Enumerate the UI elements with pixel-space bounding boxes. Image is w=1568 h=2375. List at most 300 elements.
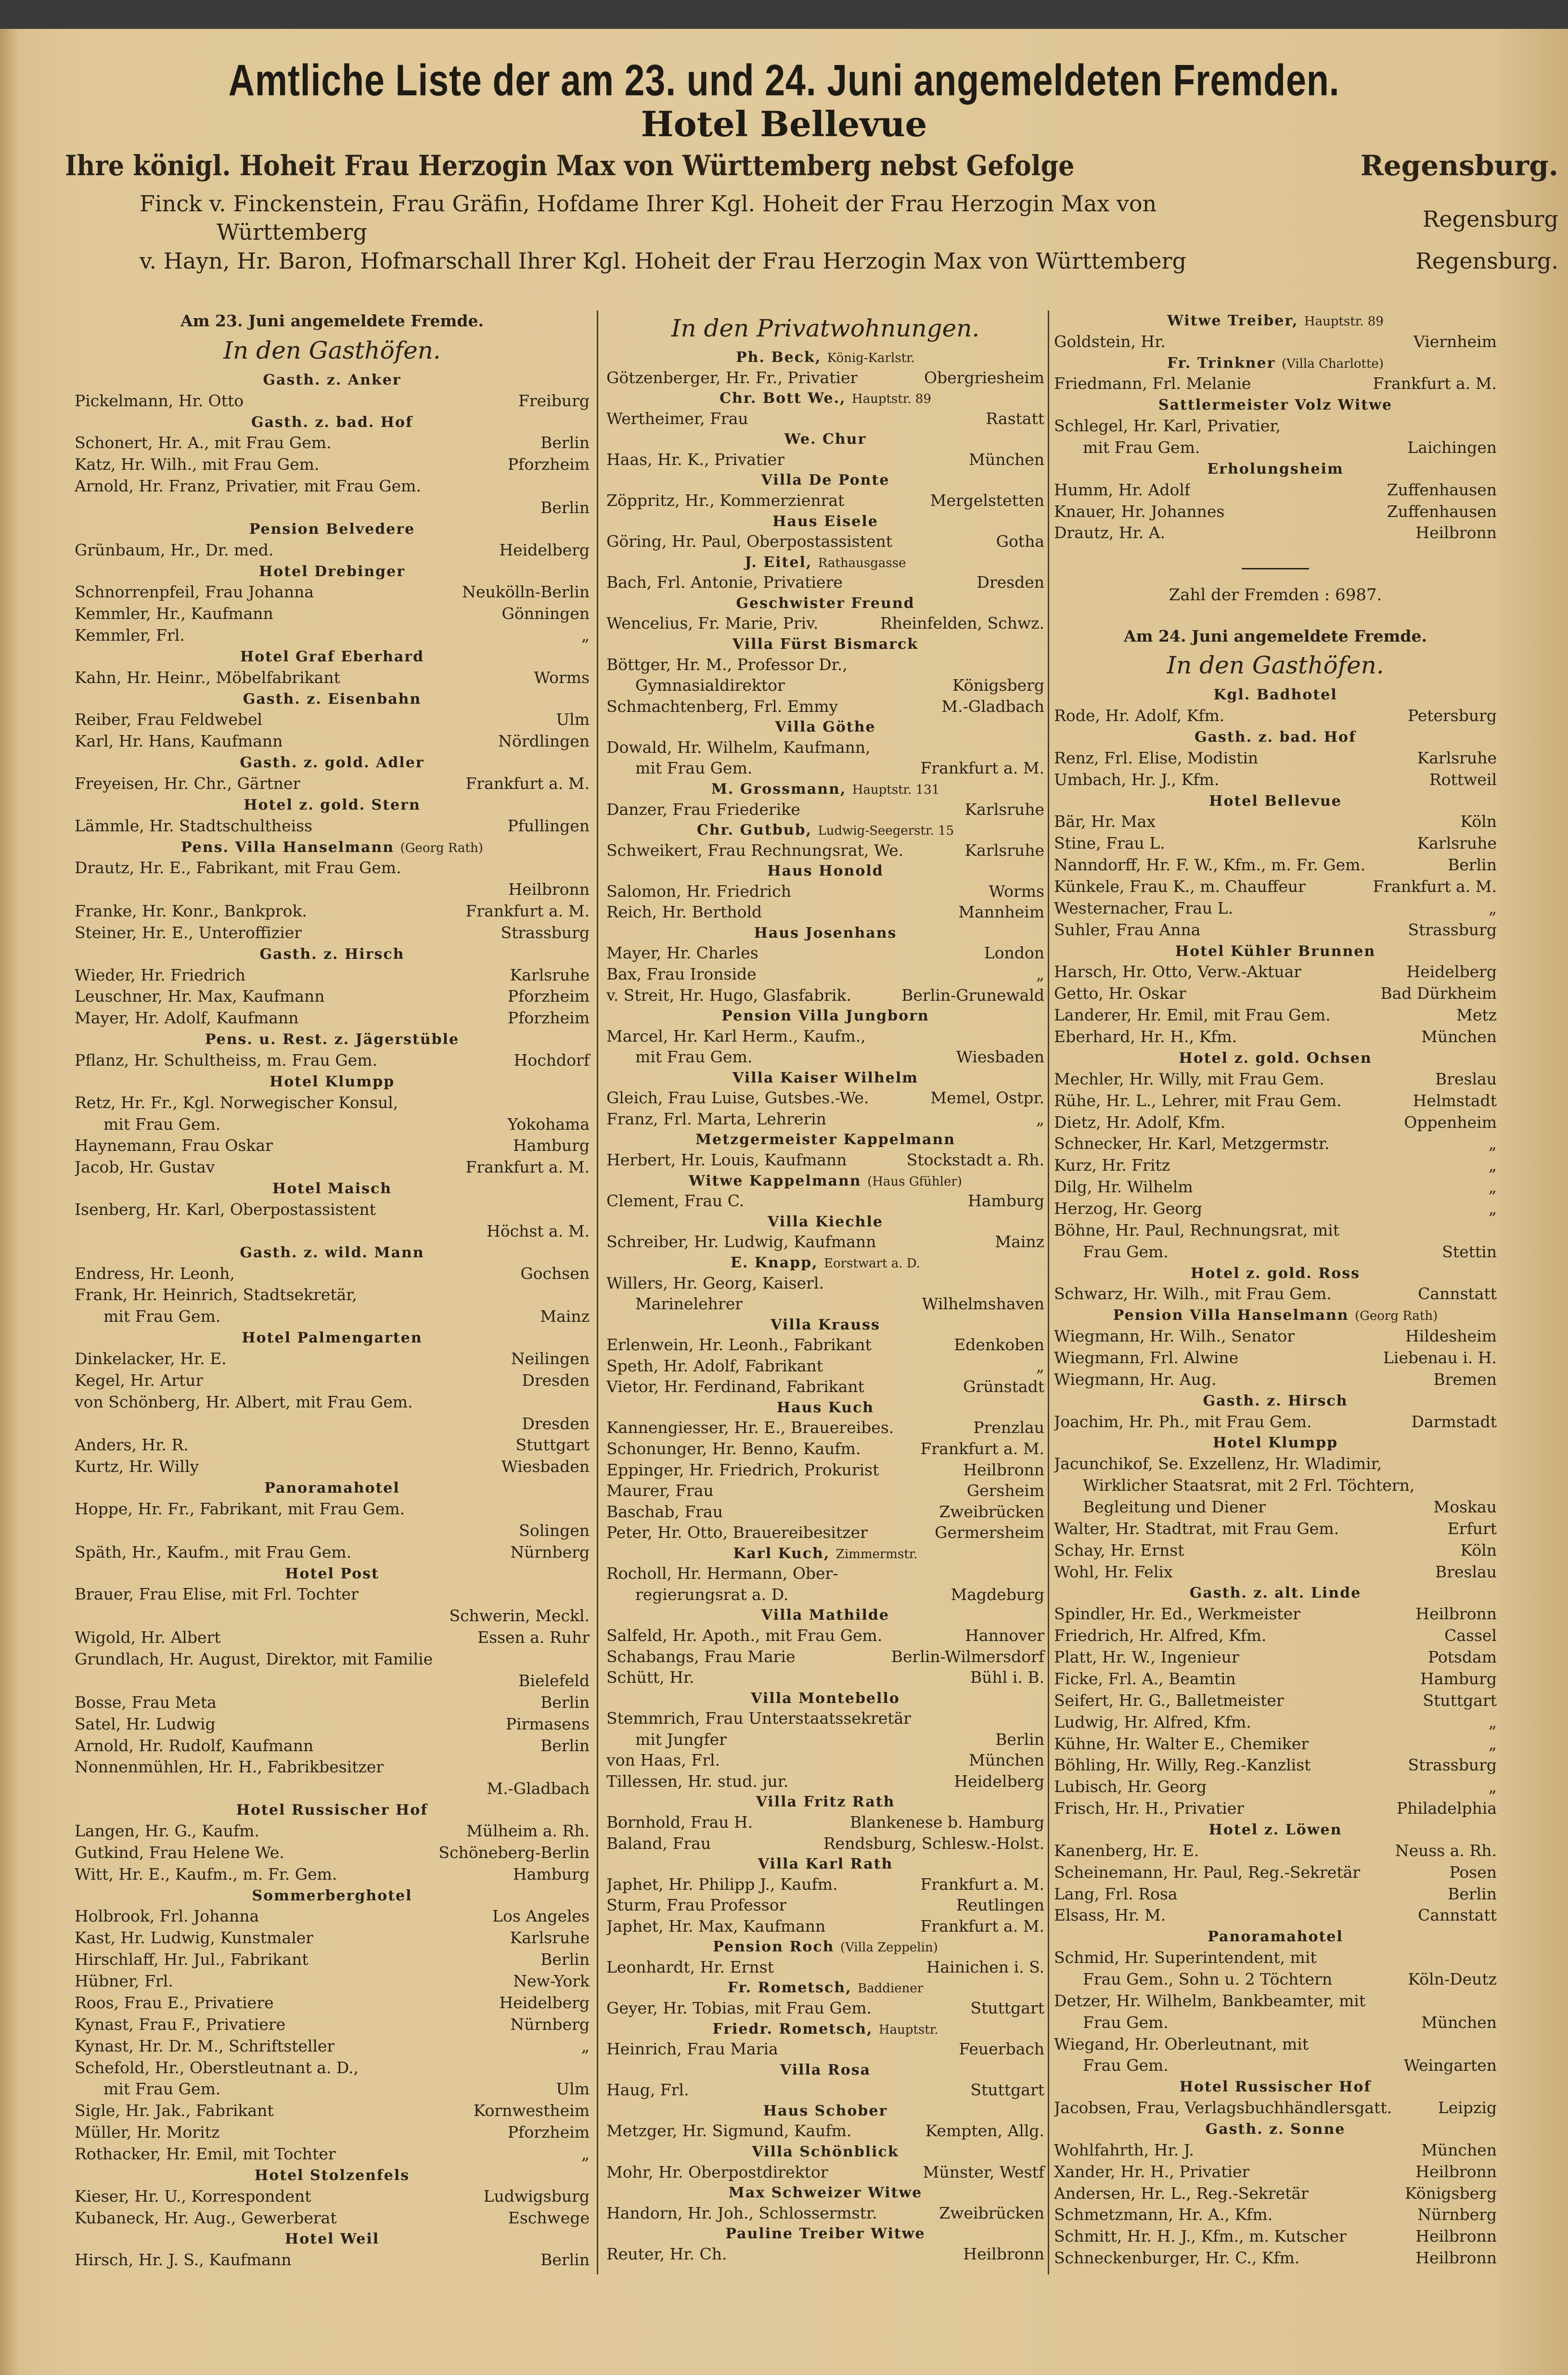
guest-name: Speth, Hr. Adolf, Fabrikant bbox=[606, 1356, 823, 1375]
guest-entry bbox=[1054, 331, 1497, 353]
guest-name: Salomon, Hr. Friedrich bbox=[606, 881, 791, 901]
guest-name: Franke, Hr. Konr., Bankprok. bbox=[75, 902, 307, 921]
guest-entry bbox=[1054, 1969, 1497, 1990]
guest-entry bbox=[1054, 1840, 1497, 1862]
lodging-heading bbox=[606, 1213, 1044, 1232]
guest-origin: Hamburg bbox=[513, 1864, 590, 1884]
guest-name: Metzger, Hr. Sigmund, Kaufm. bbox=[606, 2121, 852, 2141]
lodging-name: Villa Rosa bbox=[780, 2061, 871, 2078]
guest-entry bbox=[1054, 1347, 1497, 1369]
guest-name: Platt, Hr. W., Ingenieur bbox=[1054, 1648, 1239, 1667]
guest-origin: „ bbox=[1488, 1734, 1497, 1753]
guest-entry bbox=[1054, 1690, 1497, 1712]
guest-entry bbox=[75, 2036, 590, 2057]
guest-entry bbox=[1054, 2183, 1497, 2205]
guest-name: Bär, Hr. Max bbox=[1054, 812, 1156, 831]
lodging-name: Villa Göthe bbox=[775, 719, 876, 736]
guest-origin: Heidelberg bbox=[499, 1993, 590, 2012]
guest-entry bbox=[75, 1692, 590, 1714]
guest-name: Kannengiesser, Hr. E., Brauereibes. bbox=[606, 1418, 894, 1437]
guest-origin: Reutlingen bbox=[956, 1896, 1044, 1915]
guest-entry bbox=[606, 1998, 1044, 2019]
guest-name: Böhne, Hr. Paul, Rechnungsrat, mit bbox=[1054, 1220, 1339, 1239]
guest-origin: Worms bbox=[534, 668, 590, 687]
guest-entry bbox=[1054, 1990, 1497, 2012]
guest-entry bbox=[606, 449, 1044, 470]
guest-origin: Zweibrücken bbox=[939, 2203, 1044, 2222]
lodging-heading bbox=[606, 2183, 1044, 2203]
lodging-heading bbox=[606, 1253, 1044, 1273]
lodging-name: Hotel Bellevue bbox=[1209, 792, 1342, 810]
guest-name: Reuter, Hr. Ch. bbox=[606, 2244, 727, 2263]
guest-entry bbox=[606, 1231, 1044, 1252]
guest-name: Hoppe, Hr. Fr., Fabrikant, mit Frau Gem. bbox=[75, 1499, 405, 1518]
guest-entry bbox=[75, 1842, 590, 1864]
guest-entry bbox=[75, 1092, 590, 1114]
guest-name: Jacobsen, Frau, Verlagsbuchhändlersgatt. bbox=[1054, 2098, 1392, 2117]
guest-entry bbox=[606, 1625, 1044, 1646]
guest-name: Westernacher, Frau L. bbox=[1054, 898, 1234, 917]
lodging-name: Pauline Treiber Witwe bbox=[725, 2225, 925, 2243]
guest-entry bbox=[1054, 769, 1497, 791]
guest-origin: Los Angeles bbox=[492, 1907, 590, 1926]
guest-entry bbox=[1054, 1069, 1497, 1090]
lodging-name: J. Eitel, bbox=[745, 554, 812, 571]
guest-name: Hirsch, Hr. J. S., Kaufmann bbox=[75, 2250, 292, 2270]
guest-name: mit Frau Gem. bbox=[103, 1114, 221, 1134]
guest-name: Frank, Hr. Heinrich, Stadtsekretär, bbox=[75, 1285, 357, 1304]
guest-name: Wiegmann, Frl. Alwine bbox=[1054, 1348, 1239, 1367]
lodging-address: (Haus Gfühler) bbox=[867, 1174, 962, 1189]
guest-entry bbox=[75, 1114, 590, 1136]
guest-origin: Rendsburg, Schlesw.-Holst. bbox=[823, 1833, 1044, 1853]
guest-origin: Posen bbox=[1449, 1862, 1497, 1882]
guest-entry bbox=[1054, 1603, 1497, 1625]
royal-place-1: Regensburg. bbox=[1360, 149, 1558, 182]
guest-entry bbox=[606, 2120, 1044, 2142]
guest-name: Kynast, Frau F., Privatiere bbox=[75, 2014, 286, 2034]
lodging-heading bbox=[606, 2061, 1044, 2080]
guest-entry bbox=[1054, 373, 1497, 395]
guest-origin: Rottweil bbox=[1429, 770, 1497, 789]
lodging-heading bbox=[75, 1564, 590, 1584]
guest-origin: Hildesheim bbox=[1405, 1327, 1497, 1346]
guest-origin: Frankfurt a. M. bbox=[1373, 374, 1497, 393]
guest-entry bbox=[75, 1135, 590, 1157]
guest-entry bbox=[606, 881, 1044, 902]
guest-origin: Hamburg bbox=[513, 1136, 590, 1155]
guest-entry bbox=[606, 1438, 1044, 1459]
lodging-heading bbox=[75, 1072, 590, 1092]
lodging-heading bbox=[75, 945, 590, 965]
guest-entry bbox=[1054, 1733, 1497, 1755]
guest-origin: New-York bbox=[513, 1972, 590, 1991]
guest-origin: Köln bbox=[1460, 1540, 1497, 1560]
guest-name: Freyeisen, Hr. Chr., Gärtner bbox=[75, 774, 301, 793]
lodging-name: Hotel z. Löwen bbox=[1208, 1821, 1342, 1839]
lodging-name: Villa Schönblick bbox=[752, 2143, 899, 2161]
guest-entry bbox=[75, 1284, 590, 1306]
guest-origin: Rastatt bbox=[986, 409, 1044, 428]
guest-origin: M.-Gladbach bbox=[941, 697, 1044, 716]
guest-entry bbox=[606, 2079, 1044, 2101]
guest-origin bbox=[586, 1392, 590, 1413]
guest-entry bbox=[75, 1263, 590, 1285]
guest-name: Isenberg, Hr. Karl, Oberpostassistent bbox=[75, 1200, 376, 1219]
guest-entry bbox=[1054, 983, 1497, 1005]
lodging-heading bbox=[606, 1937, 1044, 1957]
guest-name: Leuschner, Hr. Max, Kaufmann bbox=[75, 987, 325, 1006]
guest-entry bbox=[606, 1584, 1044, 1605]
guest-origin: Königsberg bbox=[1404, 2183, 1497, 2203]
lodging-heading bbox=[1054, 1306, 1497, 1326]
guest-origin: Karlsruhe bbox=[1417, 748, 1497, 767]
guest-entry bbox=[75, 1199, 590, 1221]
lodging-name: E. Knapp, bbox=[731, 1254, 818, 1271]
guest-name: Wertheimer, Frau bbox=[606, 409, 748, 428]
guest-entry bbox=[1054, 1497, 1497, 1518]
guest-entry bbox=[75, 1157, 590, 1178]
guest-name: Humm, Hr. Adolf bbox=[1054, 480, 1191, 499]
guest-name: Kubaneck, Hr. Aug., Gewerberat bbox=[75, 2208, 337, 2227]
guest-name: Eppinger, Hr. Friedrich, Prokurist bbox=[606, 1460, 879, 1479]
lodging-address: (Villa Zeppelin) bbox=[840, 1940, 938, 1955]
guest-origin: Moskau bbox=[1433, 1497, 1497, 1516]
guest-entry bbox=[606, 613, 1044, 634]
lodging-name: M. Grossmann, bbox=[711, 780, 847, 798]
lodging-name: Panoramahotel bbox=[264, 1480, 400, 1497]
lodging-heading bbox=[75, 520, 590, 540]
guest-name: Roos, Frau E., Privatiere bbox=[75, 1993, 274, 2012]
guest-entry bbox=[1054, 1176, 1497, 1198]
guest-entry bbox=[606, 654, 1044, 675]
lodging-address: König-Karlstr. bbox=[827, 351, 915, 365]
guest-entry bbox=[75, 773, 590, 795]
lodging-heading bbox=[606, 348, 1044, 367]
guest-entry bbox=[606, 1874, 1044, 1895]
lodging-address: Zimmermstr. bbox=[835, 1547, 918, 1562]
lodging-heading bbox=[1054, 1264, 1497, 1284]
guest-origin: Strassburg bbox=[1408, 1755, 1497, 1775]
guest-entry bbox=[1054, 1712, 1497, 1733]
guest-name: Rode, Hr. Adolf, Kfm. bbox=[1054, 706, 1225, 725]
guest-entry bbox=[75, 922, 590, 944]
guest-origin: Karlsruhe bbox=[964, 800, 1044, 819]
guest-entry bbox=[75, 2122, 590, 2143]
guest-name: Herzog, Hr. Georg bbox=[1054, 1199, 1203, 1218]
guest-name: Haynemann, Frau Oskar bbox=[75, 1136, 273, 1155]
guest-entry bbox=[1054, 1133, 1497, 1155]
lodging-name: Villa Krauss bbox=[771, 1316, 880, 1333]
guest-name: Witt, Hr. E., Kaufm., m. Fr. Gem. bbox=[75, 1864, 337, 1884]
date-heading-23: Am 23. Juni angemeldete Fremde. bbox=[180, 311, 484, 330]
guest-entry bbox=[606, 2244, 1044, 2265]
lodging-name: Villa Kiechle bbox=[768, 1213, 883, 1230]
lodging-name: Hotel Maisch bbox=[272, 1180, 392, 1198]
guest-origin: „ bbox=[581, 2144, 590, 2164]
guest-entry bbox=[1054, 1776, 1497, 1798]
guest-name: Schneckenburger, Hr. C., Kfm. bbox=[1054, 2248, 1300, 2268]
guest-origin: „ bbox=[581, 626, 590, 645]
guest-origin: München bbox=[1421, 1027, 1497, 1046]
lodging-heading bbox=[1054, 728, 1497, 748]
lodging-name: Sattlermeister Volz Witwe bbox=[1158, 397, 1393, 414]
guest-origin: Gotha bbox=[996, 532, 1044, 551]
guest-origin: Berlin bbox=[1448, 1884, 1497, 1903]
guest-name: Wohl, Hr. Felix bbox=[1054, 1562, 1173, 1581]
guest-name: Endress, Hr. Leonh, bbox=[75, 1264, 235, 1283]
guest-name: Bornhold, Frau H. bbox=[606, 1813, 753, 1832]
guest-origin bbox=[1041, 1026, 1044, 1047]
guest-entry bbox=[1054, 1283, 1497, 1305]
guest-origin: Leipzig bbox=[1438, 2098, 1497, 2117]
guest-entry bbox=[1054, 1090, 1497, 1112]
lodging-heading bbox=[75, 647, 590, 667]
guest-entry bbox=[606, 1667, 1044, 1688]
lodging-heading bbox=[1054, 311, 1497, 331]
lodging-name: Gasth. z. Eisenbahn bbox=[243, 690, 422, 708]
guest-origin: Kempten, Allg. bbox=[925, 2121, 1044, 2141]
guest-name: Anders, Hr. R. bbox=[75, 1435, 189, 1455]
guest-name: Umbach, Hr. J., Kfm. bbox=[1054, 770, 1220, 789]
guest-origin: Mergelstetten bbox=[930, 491, 1044, 510]
guest-entry bbox=[1054, 2140, 1497, 2161]
guest-origin: Hamburg bbox=[1420, 1669, 1497, 1688]
guest-entry bbox=[1054, 2247, 1497, 2269]
guest-entry bbox=[1054, 501, 1497, 523]
guest-entry bbox=[1054, 1905, 1497, 1926]
royal-line-3: Württemberg bbox=[217, 219, 367, 245]
lodging-heading bbox=[1054, 1820, 1497, 1840]
guest-name: Frau Gem. bbox=[1083, 2056, 1169, 2075]
guest-origin bbox=[1041, 1563, 1044, 1584]
guest-entry bbox=[75, 1627, 590, 1649]
guest-entry bbox=[606, 1149, 1044, 1171]
guest-name: Frau Gem., Sohn u. 2 Töchtern bbox=[1083, 1969, 1333, 1988]
guest-origin: Darmstadt bbox=[1411, 1412, 1497, 1431]
guest-name: Handorn, Hr. Joh., Schlossermstr. bbox=[606, 2203, 877, 2222]
guest-origin: Zweibrücken bbox=[939, 1502, 1044, 1521]
guest-name: Wiegmann, Hr. Aug. bbox=[1054, 1369, 1217, 1389]
lodging-name: Pension Roch bbox=[713, 1938, 835, 1956]
guest-name: Jacob, Hr. Gustav bbox=[75, 1158, 215, 1177]
guest-name: Renz, Frl. Elise, Modistin bbox=[1054, 748, 1259, 767]
guest-origin: Pforzheim bbox=[507, 455, 590, 474]
lodging-heading bbox=[606, 2143, 1044, 2162]
guest-name: Spindler, Hr. Ed., Werkmeister bbox=[1054, 1604, 1300, 1624]
guest-name: Maurer, Frau bbox=[606, 1481, 714, 1500]
guest-origin: Gochsen bbox=[520, 1264, 590, 1283]
guest-entry bbox=[75, 1906, 590, 1927]
guest-name: Salfeld, Hr. Apoth., mit Frau Gem. bbox=[606, 1626, 883, 1645]
lodging-heading bbox=[75, 1479, 590, 1498]
guest-name: Satel, Hr. Ludwig bbox=[75, 1714, 216, 1733]
guest-name: Schonert, Hr. A., mit Frau Gem. bbox=[75, 433, 332, 452]
guest-name: Japhet, Hr. Max, Kaufmann bbox=[606, 1916, 826, 1936]
guest-entry bbox=[606, 737, 1044, 758]
guest-list bbox=[1054, 311, 1497, 544]
guest-entry bbox=[1054, 705, 1497, 727]
guest-origin: Dresden bbox=[522, 1414, 590, 1433]
guest-origin: „ bbox=[1488, 1777, 1497, 1796]
lodging-heading bbox=[606, 718, 1044, 737]
lodging-name: Gasth. z. Hirsch bbox=[1203, 1392, 1348, 1409]
lodging-heading bbox=[75, 1886, 590, 1906]
guest-origin: Petersburg bbox=[1407, 706, 1497, 725]
guest-entry bbox=[75, 1649, 590, 1670]
lodging-name: Gasth. z. gold. Adler bbox=[240, 754, 424, 772]
lodging-name: Hotel Stolzenfels bbox=[254, 2167, 410, 2184]
lodging-heading bbox=[606, 2224, 1044, 2244]
lodging-name: Villa De Ponte bbox=[761, 472, 890, 489]
guest-name: Arnold, Hr. Rudolf, Kaufmann bbox=[75, 1736, 314, 1755]
guest-name: Japhet, Hr. Philipp J., Kaufm. bbox=[606, 1874, 838, 1894]
guest-origin: Stuttgart bbox=[1423, 1691, 1497, 1710]
lodging-name: Gasth. z. Anker bbox=[263, 371, 401, 388]
lodging-heading bbox=[1054, 685, 1497, 705]
guest-name: Reiber, Frau Feldwebel bbox=[75, 710, 263, 729]
guest-name: Getto, Hr. Oskar bbox=[1054, 984, 1186, 1003]
guest-origin: „ bbox=[581, 2036, 590, 2055]
guest-name: Frau Gem. bbox=[1083, 2013, 1169, 2032]
guest-name: regierungsrat a. D. bbox=[635, 1585, 789, 1604]
guest-origin: Stuttgart bbox=[970, 1999, 1044, 2018]
guest-name: Dilg, Hr. Wilhelm bbox=[1054, 1177, 1193, 1197]
lodging-heading bbox=[75, 2166, 590, 2186]
guest-entry bbox=[1054, 919, 1497, 941]
lodging-name: Villa Fritz Rath bbox=[756, 1794, 895, 1811]
lodging-name: Gasth. z. Hirsch bbox=[259, 945, 405, 963]
guest-entry bbox=[1054, 522, 1497, 544]
guest-origin bbox=[1493, 1990, 1497, 2012]
page-title: Amtliche Liste der am 23. und 24. Juni angemeldeten Fremden. bbox=[228, 56, 1340, 105]
guest-entry bbox=[75, 1456, 590, 1478]
guest-entry bbox=[75, 1306, 590, 1328]
guest-name: Eberhard, Hr. H., Kfm. bbox=[1054, 1027, 1237, 1046]
guest-name: Scheinemann, Hr. Paul, Reg.-Sekretär bbox=[1054, 1862, 1361, 1882]
guest-name: Schmid, Hr. Superintendent, mit bbox=[1054, 1948, 1317, 1967]
lodging-heading bbox=[75, 371, 590, 390]
lodging-name: Hotel Drebinger bbox=[258, 563, 406, 580]
guest-origin: Edenkoben bbox=[954, 1335, 1044, 1355]
guest-name: Wiegand, Hr. Oberleutnant, mit bbox=[1054, 2034, 1309, 2053]
lodging-heading bbox=[606, 1793, 1044, 1812]
guest-entry bbox=[1054, 1026, 1497, 1048]
lodging-name: Pens. Villa Hanselmann bbox=[181, 839, 395, 856]
guest-entry bbox=[75, 667, 590, 689]
guest-origin: Obergriesheim bbox=[924, 368, 1044, 387]
guest-origin: Hainichen i. S. bbox=[926, 1957, 1044, 1976]
guest-entry bbox=[1054, 1220, 1497, 1241]
guest-origin: Berlin bbox=[1448, 855, 1497, 875]
guest-entry bbox=[75, 1007, 590, 1029]
guest-entry bbox=[1054, 1326, 1497, 1347]
guest-entry bbox=[1054, 1518, 1497, 1540]
lodging-address: (Georg Rath) bbox=[1354, 1309, 1438, 1324]
lodging-address: (Georg Rath) bbox=[400, 840, 483, 855]
guest-origin: Königsberg bbox=[952, 676, 1044, 695]
guest-name: Müller, Hr. Moritz bbox=[75, 2123, 220, 2142]
guest-name: Schonunger, Hr. Benno, Kaufm. bbox=[606, 1439, 861, 1458]
lodging-address: Hauptstr. 89 bbox=[851, 392, 931, 407]
guest-origin: Mannheim bbox=[958, 903, 1044, 922]
guest-entry bbox=[75, 1971, 590, 1992]
lodging-heading bbox=[75, 1179, 590, 1199]
guest-name: Bach, Frl. Antonie, Privatiere bbox=[606, 573, 843, 592]
lodging-heading bbox=[606, 471, 1044, 490]
guest-origin: Cassel bbox=[1444, 1626, 1497, 1645]
guest-entry bbox=[75, 2207, 590, 2229]
lodging-heading bbox=[606, 1316, 1044, 1335]
lodging-heading bbox=[1054, 396, 1497, 415]
guest-entry bbox=[1054, 1947, 1497, 1969]
guest-name: Schabangs, Frau Marie bbox=[606, 1647, 796, 1666]
guest-entry bbox=[606, 2162, 1044, 2183]
guest-name: Tillessen, Hr. stud. jur. bbox=[606, 1771, 789, 1791]
guest-entry bbox=[75, 1392, 590, 1413]
lodging-name: Chr. Gutbub, bbox=[696, 822, 812, 839]
guest-origin: Memel, Ostpr. bbox=[930, 1088, 1044, 1108]
guest-entry bbox=[75, 1864, 590, 1885]
guest-name: Harsch, Hr. Otto, Verw.-Aktuar bbox=[1054, 962, 1302, 981]
guest-origin: Liebenau i. H. bbox=[1383, 1348, 1497, 1367]
divider bbox=[1242, 568, 1309, 569]
lodging-name: Karl Kuch, bbox=[733, 1545, 830, 1562]
guest-entry bbox=[606, 1895, 1044, 1916]
guest-entry bbox=[1054, 1540, 1497, 1562]
guest-origin: Pforzheim bbox=[507, 1008, 590, 1028]
lodging-heading bbox=[606, 2020, 1044, 2039]
guest-entry bbox=[75, 2078, 590, 2100]
guest-entry bbox=[606, 1376, 1044, 1397]
guest-origin: Erfurt bbox=[1447, 1519, 1497, 1538]
lodging-heading bbox=[1054, 1927, 1497, 1947]
guest-name: Pflanz, Hr. Schultheiss, m. Frau Gem. bbox=[75, 1051, 378, 1070]
guest-name: Andersen, Hr. L., Reg.-Sekretär bbox=[1054, 2183, 1309, 2203]
guest-origin: Karlsruhe bbox=[964, 840, 1044, 860]
guest-origin: Kornwestheim bbox=[473, 2101, 590, 2120]
lodging-name: Villa Montebello bbox=[751, 1690, 900, 1707]
guest-entry bbox=[606, 1646, 1044, 1667]
lodging-heading bbox=[606, 780, 1044, 799]
lodging-name: Hotel Graf Eberhard bbox=[240, 648, 424, 665]
guest-origin: Hochdorf bbox=[514, 1051, 590, 1070]
guest-origin: Heilbronn bbox=[1415, 523, 1497, 542]
guest-name: Kemmler, Frl. bbox=[75, 626, 185, 645]
guest-name: Götzenberger, Hr. Fr., Privatier bbox=[606, 368, 858, 387]
guest-name: mit Frau Gem. bbox=[103, 1307, 221, 1326]
lodging-address: Hauptstr. 89 bbox=[1304, 314, 1384, 329]
guest-entry bbox=[75, 1370, 590, 1392]
guest-entry bbox=[75, 1498, 590, 1520]
guest-entry bbox=[75, 2143, 590, 2165]
guest-name: Kemmler, Hr., Kaufmann bbox=[75, 604, 273, 623]
lodging-heading bbox=[606, 862, 1044, 881]
visitor-total: Zahl der Fremden : 6987. bbox=[1169, 585, 1382, 605]
guest-entry bbox=[1054, 748, 1497, 769]
lodging-name: Pension Villa Hanselmann bbox=[1113, 1307, 1349, 1324]
guest-entry bbox=[1054, 1241, 1497, 1263]
guest-name: Frau Gem. bbox=[1083, 1242, 1169, 1261]
guest-name: Kahn, Hr. Heinr., Möbelfabrikant bbox=[75, 668, 340, 687]
lodging-name: Haus Honold bbox=[767, 863, 884, 880]
guest-origin: Berlin bbox=[540, 1736, 590, 1755]
guest-entry bbox=[606, 408, 1044, 429]
guest-name: Holbrook, Frl. Johanna bbox=[75, 1907, 259, 1926]
guest-origin: Prenzlau bbox=[973, 1418, 1044, 1437]
lodging-heading bbox=[75, 796, 590, 815]
lodging-heading bbox=[75, 753, 590, 773]
